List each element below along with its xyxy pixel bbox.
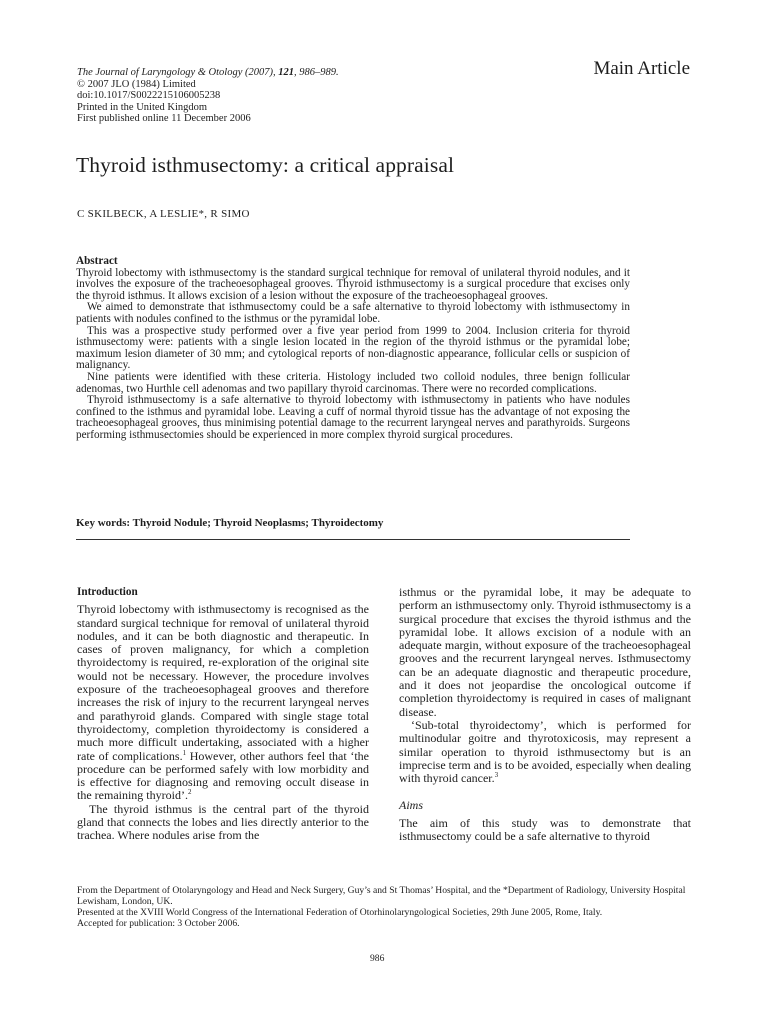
- affiliation-note: From the Department of Otolaryngology and Head and Neck Surgery, Guy’s and St Thomas’ Hospital, and the *Department of Radiology, University Hospital Lewisham, London, UK.: [77, 885, 686, 907]
- footnote: [77, 885, 689, 929]
- abstract-heading: Abstract: [76, 255, 118, 267]
- abstract-paragraph: Nine patients were identified with these criteria. Histology included two colloid nodules, three benign follicular adenomas, two Hurthle cell adenomas and two papillary thyroid carcinomas. There were no recorded complications.: [76, 370, 630, 395]
- journal-line: [77, 67, 339, 79]
- abstract: [76, 256, 630, 442]
- doi-line: doi:10.1017/S0022215106005238: [77, 90, 221, 102]
- accepted-note: Accepted for publication: 3 October 2006.: [77, 918, 240, 929]
- divider-rule: [76, 539, 630, 540]
- left-column: [77, 586, 369, 843]
- keywords: Key words: Thyroid Nodule; Thyroid Neoplasms; Thyroidectomy: [76, 517, 384, 529]
- citation-ref-2: 2: [187, 788, 192, 797]
- article-authors: C SKILBECK, A LESLIE*, R SIMO: [77, 208, 250, 220]
- intro-text-b: However, other authors feel that ‘the procedure can be performed safely with low morbidity and is effective for diagnosing and removing occult disease in the remaining thyroid’.: [77, 748, 370, 803]
- right-paragraph-2: [399, 719, 691, 785]
- abstract-paragraph: This was a prospective study performed over a five year period from 1999 to 2004. Inclusion criteria for thyroid isthmusectomy were: patients with a single lesion located in the region of the thyroid isthmus or the pyramidal lobe; maximum lesion diameter of 30 mm; and cytological reports of non-diagnostic appearance, follicular cells or suspicion of malignancy.: [76, 324, 630, 372]
- abstract-paragraph: We aimed to demonstrate that isthmusectomy could be a safe alternative to thyroid lobectomy with isthmusectomy in patients with nodules confined to the isthmus or the pyramidal lobe.: [76, 301, 630, 325]
- aims-heading: Aims: [399, 798, 423, 813]
- intro-text-a: Thyroid lobectomy with isthmusectomy is recognised as the standard surgical technique for removal of unilateral thyroid nodules, and it can be both diagnostic and therapeutic. In cases of proven malignancy, for which a completion thyroidectomy is required, re-exploration of the original site would not be necessary. However, the procedure involves exposure of the tracheoesophageal grooves and therefore increases the risk of injury to the recurrent laryngeal nerves and parathyroid glands. Compared with single stage total thyroidectomy, completion thyroidectomy is considered a much more difficult undertaking, associated with a higher rate of complications.: [77, 602, 369, 763]
- presented-note: Presented at the XVIII World Congress of the International Federation of Otorhinolaryngological Societies, 29th June 2005, Rome, Italy.: [77, 907, 603, 918]
- journal-name: The Journal of Laryngology & Otology (2007),: [77, 67, 279, 78]
- right-column: [399, 586, 691, 843]
- abstract-paragraph: Thyroid lobectomy with isthmusectomy is the standard surgical technique for removal of unilateral thyroid nodules, and it involves the exposure of the tracheoesophageal grooves. Thyroid isthmusectomy is a surgical procedure that excises only the thyroid isthmus. It allows excision of a lesion without the exposure of the tracheoesophageal grooves.: [76, 266, 630, 302]
- intro-paragraph-2: The thyroid isthmus is the central part of the thyroid gland that connects the lobes and lies directly anterior to the trachea. Where nodules arise from the: [77, 801, 369, 843]
- right-paragraph-1: isthmus or the pyramidal lobe, it may be adequate to perform an isthmusectomy only. Thyroid isthmusectomy is a surgical procedure that excises the thyroid isthmus and the pyramidal lobe. It allows excision of a nodule with an adequate margin, without exposure of the tracheoesophageal grooves and the recurrent laryngeal nerves. Isthmusectomy can be an adequate diagnostic and therapeutic procedure, and it does not jeopardise the oncological outcome if completion thyroidectomy is required in cases of malignant disease.: [399, 585, 691, 719]
- journal-volume: 121: [278, 67, 294, 78]
- page-number: 986: [370, 953, 385, 964]
- aims-paragraph: The aim of this study was to demonstrate that isthmusectomy could be a safe alternative to thyroid: [399, 815, 691, 844]
- journal-citation: [77, 67, 339, 125]
- abstract-paragraph: Thyroid isthmusectomy is a safe alternative to thyroid lobectomy with isthmusectomy in patients who have nodules confined to the isthmus and pyramidal lobe. Leaving a cuff of normal thyroid tissue has the advantage of not exposing the tracheoesophageal grooves, thus minimising potential damage to the recurrent laryngeal nerves and parathyroids. Surgeons performing isthmusectomies should be experienced in more complex thyroid surgical procedures.: [76, 394, 630, 441]
- journal-pages: , 986–989.: [293, 67, 339, 78]
- first-published-line: First published online 11 December 2006: [77, 113, 251, 125]
- intro-paragraph-1: [77, 603, 369, 802]
- right-paragraph-2-text: ‘Sub-total thyroidectomy’, which is performed for multinodular goitre and thyrotoxicosis, may represent a similar operation to thyroid isthmusectomy but is an imprecise term and is to be avoided, especially when dealing with thyroid cancer.: [399, 717, 691, 786]
- introduction-heading: Introduction: [77, 586, 138, 598]
- copyright-line: © 2007 JLO (1984) Limited: [77, 78, 196, 90]
- article-title: Thyroid isthmusectomy: a critical appraisal: [76, 153, 455, 177]
- citation-ref-3: 3: [494, 771, 499, 780]
- section-label: Main Article: [593, 58, 690, 79]
- printed-line: Printed in the United Kingdom: [77, 101, 208, 113]
- citation-ref-1: 1: [182, 748, 187, 757]
